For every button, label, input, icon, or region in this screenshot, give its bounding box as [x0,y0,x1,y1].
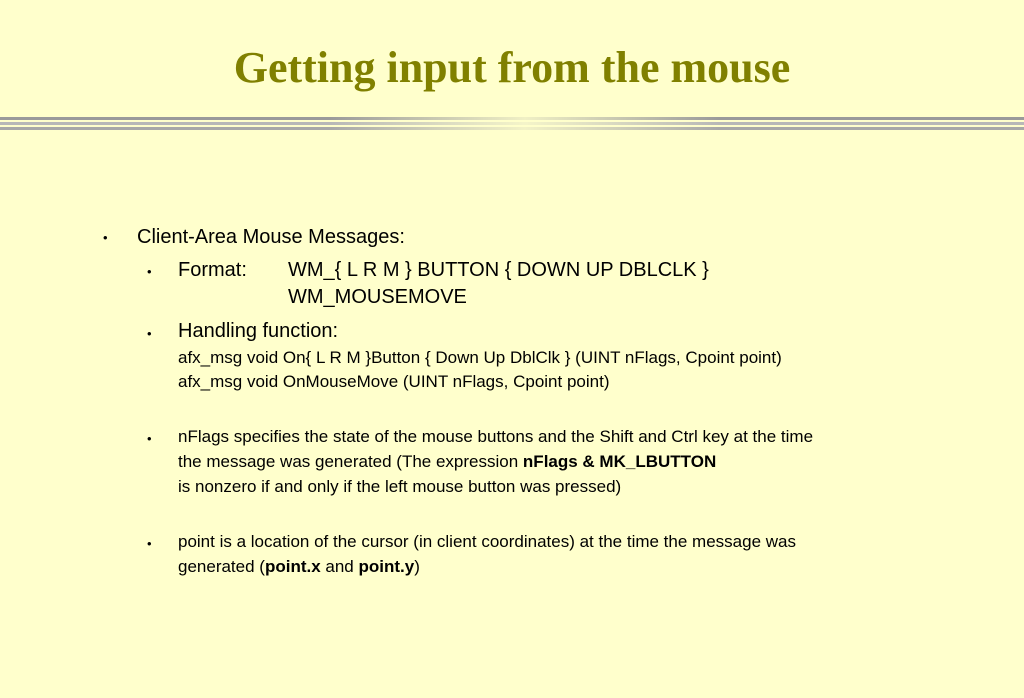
bullet-point: • [147,536,152,551]
title-divider-highlight [330,116,720,133]
format-line-2: WM_MOUSEMOVE [288,286,467,308]
bullet-client-area: • [103,230,108,245]
handling-signature-2: afx_msg void OnMouseMove (UINT nFlags, Cpoint point) [178,372,610,391]
point-line-2-middle: and [320,557,359,576]
nflags-line-2 [178,450,716,474]
format-label: Format: [178,259,247,281]
bullet-format: • [147,264,152,279]
nflags-line-3: is nonzero if and only if the left mouse button was pressed) [178,477,622,496]
nflags-expression: nFlags & MK_LBUTTON [522,452,717,471]
point-line-1: point is a location of the cursor (in client coordinates) at the time the message was [178,532,796,551]
point-line-2-prefix: generated ( [178,557,265,576]
nflags-line-1: nFlags specifies the state of the mouse buttons and the Shift and Ctrl key at the time [178,427,814,446]
point-line-2-suffix: ) [414,557,420,576]
handling-signature-1: afx_msg void On{ L R M }Button { Down Up DblClk } (UINT nFlags, Cpoint point) [178,348,782,367]
point-line-2 [178,555,420,579]
bullet-handling: • [147,326,152,341]
handling-label: Handling function: [178,320,339,342]
bullet-nflags: • [147,431,152,446]
nflags-line-2-text: the message was generated (The expression [178,452,523,471]
point-y-term: point.y [358,557,415,576]
slide-title: Getting input from the mouse [233,43,791,92]
format-line-1: WM_{ L R M } BUTTON { DOWN UP DBLCLK } [288,259,709,281]
client-area-heading: Client-Area Mouse Messages: [137,226,405,248]
point-x-term: point.x [264,557,321,576]
